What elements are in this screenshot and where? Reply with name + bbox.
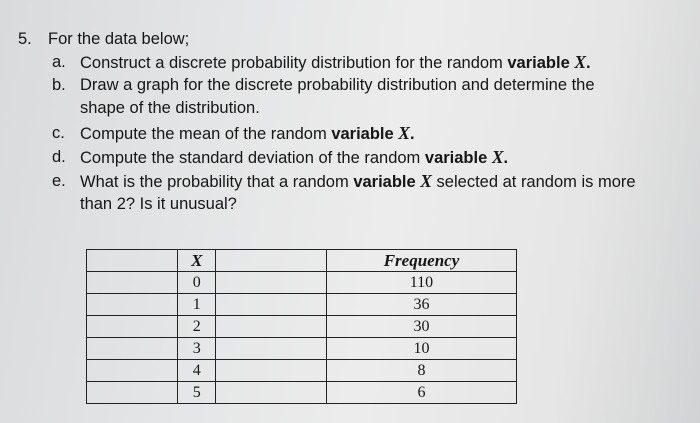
- frequency-value-cell: 36: [326, 294, 516, 316]
- item-text-period: .: [503, 149, 509, 167]
- frequency-table: [86, 249, 517, 404]
- item-text-line-1: [80, 171, 636, 192]
- item-letter: b.: [52, 76, 66, 94]
- table-blank-cell: [87, 360, 178, 382]
- table-row: [87, 272, 517, 294]
- table-header-row: [87, 250, 517, 272]
- table-blank-cell: [87, 294, 178, 316]
- table-row: [87, 338, 517, 360]
- question-number: 5.: [18, 30, 32, 48]
- table-blank-cell: [87, 250, 178, 272]
- question-intro: For the data below;: [48, 30, 190, 48]
- item-letter: a.: [52, 53, 66, 71]
- variable-symbol: X: [420, 171, 432, 191]
- frequency-value-cell: 30: [326, 316, 516, 338]
- frequency-value-cell: 10: [326, 338, 516, 360]
- frequency-value-cell: 6: [326, 382, 516, 404]
- table-blank-cell: [87, 382, 178, 404]
- table-row: [87, 294, 517, 316]
- item-text: [80, 147, 508, 168]
- table-blank-cell: [216, 250, 327, 272]
- x-column-header: X: [178, 250, 216, 272]
- variable-symbol: X: [398, 123, 410, 143]
- item-text: [80, 52, 591, 73]
- frequency-column-header: Frequency: [326, 250, 516, 272]
- table-blank-cell: [87, 338, 178, 360]
- item-text-part: Compute the mean of the random: [80, 125, 332, 143]
- item-text-bold: variable: [507, 54, 575, 72]
- variable-symbol: X: [574, 52, 587, 72]
- item-letter: c.: [52, 124, 65, 142]
- table-blank-cell: [216, 360, 327, 382]
- item-letter: e.: [52, 172, 66, 190]
- table-blank-cell: [87, 316, 178, 338]
- item-text-line-1: Draw a graph for the discrete probability distribution and determine the: [80, 76, 595, 94]
- item-text-period: .: [586, 54, 591, 72]
- item-text-part: selected at random is more: [431, 173, 636, 191]
- item-text-period: .: [409, 125, 415, 143]
- x-value-cell: 3: [178, 338, 216, 360]
- frequency-value-cell: 8: [326, 360, 516, 382]
- table-blank-cell: [87, 272, 178, 294]
- item-text-part: Construct a discrete probability distribution for the random: [80, 54, 508, 72]
- variable-symbol: X: [491, 147, 504, 167]
- item-text-bold: variable: [353, 173, 421, 191]
- table-blank-cell: [216, 294, 327, 316]
- table-blank-cell: [216, 272, 327, 294]
- item-text-line-2: than 2? Is it unusual?: [80, 195, 237, 213]
- x-value-cell: 0: [178, 272, 216, 294]
- x-value-cell: 2: [178, 316, 216, 338]
- item-letter: d.: [52, 148, 66, 166]
- item-text-bold: variable: [424, 149, 492, 167]
- table-blank-cell: [216, 316, 327, 338]
- x-value-cell: 5: [178, 382, 216, 404]
- frequency-value-cell: 110: [326, 272, 516, 294]
- table-blank-cell: [216, 338, 327, 360]
- item-text-part: What is the probability that a random: [80, 173, 354, 191]
- item-text-part: Compute the standard deviation of the random: [80, 149, 425, 167]
- x-value-cell: 4: [178, 360, 216, 382]
- item-text: [80, 123, 415, 144]
- table-row: [87, 316, 517, 338]
- table-row: [87, 382, 517, 404]
- table-blank-cell: [216, 382, 327, 404]
- table-row: [87, 360, 517, 382]
- item-text-bold: variable: [331, 125, 399, 143]
- x-value-cell: 1: [178, 294, 216, 316]
- item-text-line-2: shape of the distribution.: [80, 99, 260, 117]
